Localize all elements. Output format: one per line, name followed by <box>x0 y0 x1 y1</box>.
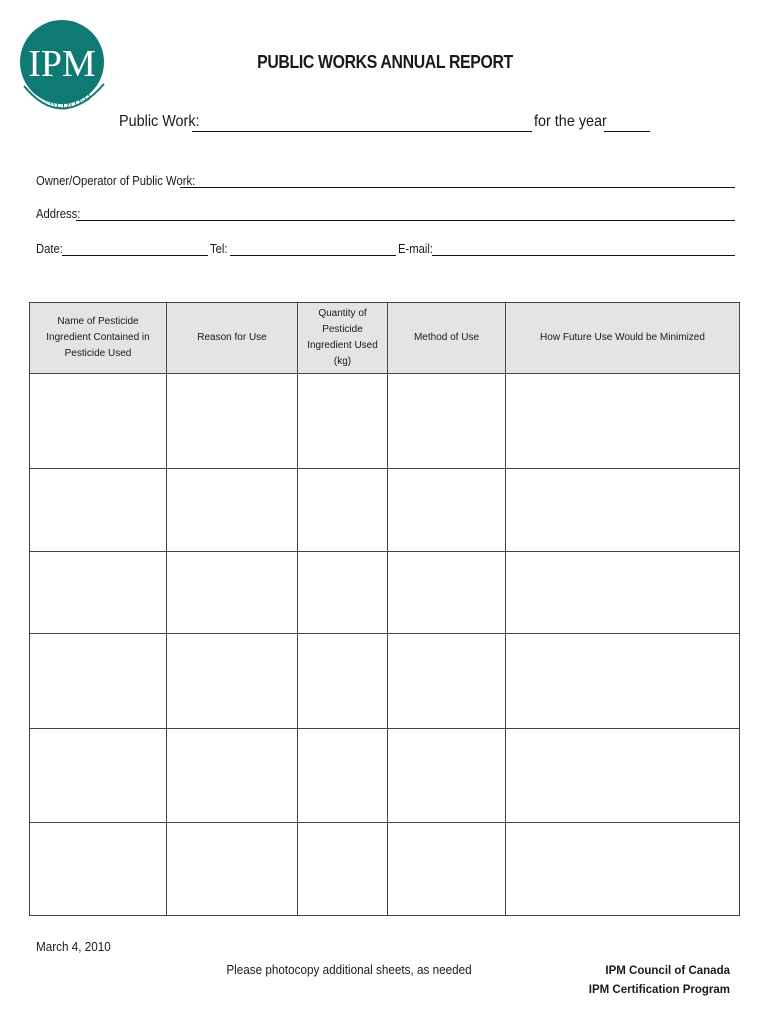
table-cell[interactable] <box>167 374 298 469</box>
owner-input[interactable] <box>180 187 735 188</box>
table-cell[interactable] <box>388 634 506 729</box>
footer-organization <box>589 962 730 1000</box>
table-cell[interactable] <box>30 634 167 729</box>
table-cell[interactable] <box>506 552 740 634</box>
tel-input[interactable] <box>230 255 396 256</box>
table-cell[interactable] <box>167 634 298 729</box>
table-cell[interactable] <box>30 374 167 469</box>
table-cell[interactable] <box>30 469 167 552</box>
table-cell[interactable] <box>30 729 167 823</box>
table-row <box>30 823 740 916</box>
table-cell[interactable] <box>298 634 388 729</box>
table-cell[interactable] <box>298 469 388 552</box>
table-row <box>30 374 740 469</box>
page-title: PUBLIC WORKS ANNUAL REPORT <box>257 52 513 72</box>
table-row <box>30 469 740 552</box>
table-cell[interactable] <box>388 469 506 552</box>
year-input[interactable] <box>604 131 650 132</box>
logo-arc-text: ACCREDITED <box>30 83 94 111</box>
table-cell[interactable] <box>506 634 740 729</box>
table-row <box>30 552 740 634</box>
footer-note: Please photocopy additional sheets, as needed <box>226 962 472 977</box>
table-cell[interactable] <box>506 469 740 552</box>
public-work-label: Public Work: <box>119 113 200 130</box>
table-cell[interactable] <box>167 729 298 823</box>
table-cell[interactable] <box>298 729 388 823</box>
logo-text: IPM <box>28 43 96 85</box>
table-cell[interactable] <box>388 823 506 916</box>
column-header: Quantity of Pesticide Ingredient Used (kg) <box>298 303 388 374</box>
table-cell[interactable] <box>30 823 167 916</box>
table-row <box>30 729 740 823</box>
table-cell[interactable] <box>167 823 298 916</box>
column-header: How Future Use Would be Minimized <box>506 303 740 374</box>
table-cell[interactable] <box>30 552 167 634</box>
email-label: E-mail: <box>398 242 434 256</box>
owner-label: Owner/Operator of Public Work: <box>36 174 196 188</box>
org-line-1: IPM Council of Canada <box>605 965 730 977</box>
table-cell[interactable] <box>167 469 298 552</box>
table-cell[interactable] <box>298 823 388 916</box>
table-cell[interactable] <box>298 374 388 469</box>
column-header: Reason for Use <box>167 303 298 374</box>
pesticide-table <box>29 302 740 916</box>
table-row <box>30 634 740 729</box>
table-cell[interactable] <box>506 823 740 916</box>
table-cell[interactable] <box>388 729 506 823</box>
address-label: Address: <box>36 207 81 221</box>
table-cell[interactable] <box>506 374 740 469</box>
date-label: Date: <box>36 242 63 256</box>
org-line-2: IPM Certification Program <box>588 984 730 996</box>
tel-label: Tel: <box>210 242 228 256</box>
table-cell[interactable] <box>388 374 506 469</box>
email-input[interactable] <box>432 255 735 256</box>
table-cell[interactable] <box>167 552 298 634</box>
column-header: Method of Use <box>388 303 506 374</box>
table-cell[interactable] <box>298 552 388 634</box>
table-cell[interactable] <box>388 552 506 634</box>
year-label: for the year <box>534 113 607 130</box>
address-input[interactable] <box>76 220 735 221</box>
date-input[interactable] <box>62 255 208 256</box>
footer-date: March 4, 2010 <box>36 939 111 954</box>
table-header-row <box>30 303 740 374</box>
public-work-input[interactable] <box>192 131 532 132</box>
column-header: Name of Pesticide Ingredient Contained in Pesticide Used <box>30 303 167 374</box>
table-cell[interactable] <box>506 729 740 823</box>
